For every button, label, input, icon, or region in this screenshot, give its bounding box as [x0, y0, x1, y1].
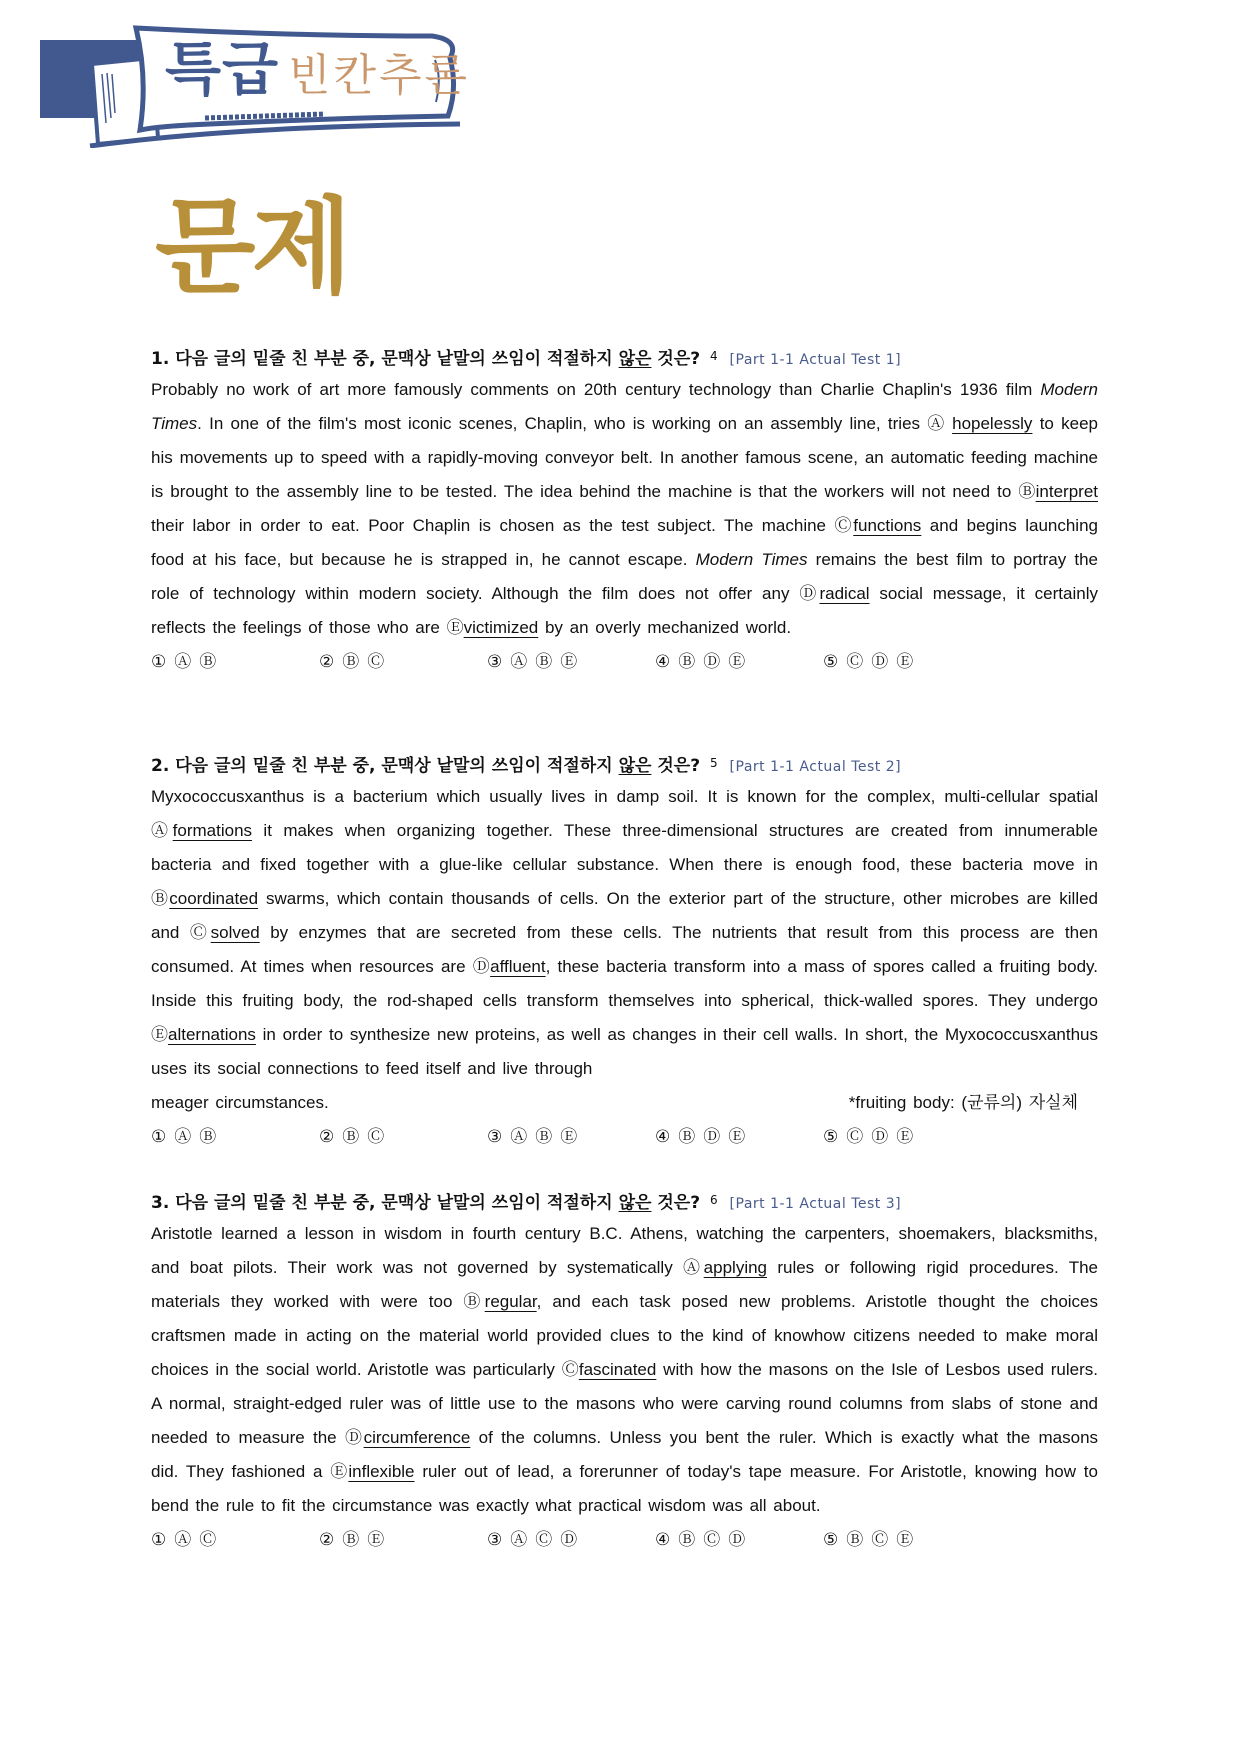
choice-4[interactable]: ④ Ⓑ Ⓓ Ⓔ — [655, 1127, 746, 1147]
source-reference: [Part 1-1 Actual Test 2] — [729, 759, 902, 775]
underlined-word-b: coordinated — [169, 889, 259, 908]
underlined-word-a: applying — [703, 1258, 767, 1277]
answer-choices — [151, 1120, 1098, 1154]
choice-1[interactable]: ① Ⓐ Ⓒ — [151, 1530, 217, 1550]
underlined-word-d: radical — [819, 584, 870, 603]
passage-text: Probably no work of art more famously comments on 20th century technology than Charlie Chaplin's 1936 film Modern Times. In one of the film's most iconic scenes, Chaplin, who is working on an assembly line, tries Ⓐ hopelessly to keep his movements up to speed with a rapidly-moving conveyor belt. In another famous scene, an automatic feeding machine is brought to the assembly line to be tested. The idea behind the machine is that the workers will not need to Ⓑinterpret their labor in order to eat. Poor Chaplin is chosen as the test subject. The machine Ⓒfunctions and begins launching food at his face, but because he is strapped in, he cannot escape. Modern Times remains the best film to portray the role of technology within modern society. Although the film does not offer any Ⓓradical social message, it certainly reflects the feelings of those who are Ⓔvictimized by an overly mechanized world. — [151, 380, 1099, 638]
banner-title-main: 특급 — [165, 35, 280, 103]
choice-2[interactable]: ② Ⓑ Ⓒ — [319, 1127, 385, 1147]
underlined-word-e: inflexible — [348, 1462, 415, 1481]
underlined-word-e: victimized — [463, 618, 539, 637]
choice-1[interactable]: ① Ⓐ Ⓑ — [151, 652, 217, 672]
underlined-word-b: regular — [484, 1292, 537, 1311]
marker-a-icon: Ⓐ — [927, 414, 945, 434]
question-prompt: 3. 다음 글의 밑줄 친 부분 중, 문맥상 낱말의 쓰임이 적절하지 않은 것은? $^6$ [Part 1-1 Actual Test 3] — [151, 1193, 902, 1213]
choice-4[interactable]: ④ Ⓑ Ⓒ Ⓓ — [655, 1530, 746, 1550]
question-number-superscript: 4 — [709, 349, 718, 363]
passage-text: Myxococcusxanthus is a bacterium which usually lives in damp soil. It is known for the complex, multi-cellular spatial Ⓐformations it makes when organizing together. These three-dimensional structures are created from innumerable bacteria and fixed together with a glue-like cellular substance. When there is enough food, these bacteria move in Ⓑcoordinated swarms, which contain thousands of cells. On the exterior part of the structure, other microbes are killed and Ⓒsolved by enzymes that are secreted from these cells. The nutrients that result from this process are then consumed. At times when resources are Ⓓaffluent, these bacteria transform into a mass of spores called a fruiting body. Inside this fruiting body, the rod-shaped cells transform themselves into spherical, thick-walled spores. They undergo Ⓔalternations in order to synthesize new proteins, as well as changes in their cell walls. In short, the Myxococcusxanthus uses its social connections to feed itself and live through — [151, 787, 1099, 1078]
marker-b-icon: Ⓑ — [1018, 482, 1036, 502]
choice-3[interactable]: ③ Ⓐ Ⓒ Ⓓ — [487, 1530, 578, 1550]
underlined-word-a: formations — [172, 821, 253, 840]
choice-3[interactable]: ③ Ⓐ Ⓑ Ⓔ — [487, 652, 578, 672]
choice-5[interactable]: ⑤ Ⓒ Ⓓ Ⓔ — [823, 1127, 914, 1147]
marker-c-icon: Ⓒ — [834, 516, 854, 536]
footnote: *fruiting body: (균류의) 자실체 — [848, 1093, 1078, 1112]
choice-5[interactable]: ⑤ Ⓑ Ⓒ Ⓔ — [823, 1530, 914, 1550]
question-3 — [151, 1183, 1098, 1557]
question-number-superscript: 6 — [709, 1193, 718, 1207]
answer-choices — [151, 1523, 1098, 1557]
question-number-superscript: 5 — [709, 756, 718, 770]
answer-choices — [151, 645, 1098, 679]
question-1 — [151, 339, 1098, 679]
underlined-word-d: circumference — [363, 1428, 471, 1447]
question-2 — [151, 746, 1098, 1154]
underlined-word-c: solved — [210, 923, 260, 942]
marker-b-icon: Ⓑ — [151, 889, 170, 909]
choice-2[interactable]: ② Ⓑ Ⓒ — [319, 652, 385, 672]
question-prompt: 2. 다음 글의 밑줄 친 부분 중, 문맥상 낱말의 쓰임이 적절하지 않은 것은? $^5$ [Part 1-1 Actual Test 2] — [151, 756, 902, 776]
marker-d-icon: Ⓓ — [344, 1428, 364, 1448]
marker-e-icon: Ⓔ — [446, 618, 464, 638]
marker-a-icon: Ⓐ — [683, 1258, 704, 1278]
marker-d-icon: Ⓓ — [799, 584, 820, 604]
question-prompt: 1. 다음 글의 밑줄 친 부분 중, 문맥상 낱말의 쓰임이 적절하지 않은 것은? $^4$ [Part 1-1 Actual Test 1] — [151, 349, 902, 369]
underlined-word-d: affluent — [490, 957, 546, 976]
passage-text: Aristotle learned a lesson in wisdom in fourth century B.C. Athens, watching the carpenters, shoemakers, blacksmiths, and boat pilots. Their work was not governed by systematically Ⓐapplying rules or following rigid procedures. The materials they worked with were too Ⓑregular, and each task posed new problems. Aristotle thought the choices craftsmen made in acting on the material world provided clues to the kind of knowhow citizens needed to make moral choices in the social world. Aristotle was particularly Ⓒfascinated with how the masons on the Isle of Lesbos used rulers. A normal, straight-edged ruler was of little use to the masons who were carving round columns from slabs of stone and needed to measure the Ⓓcircumference of the columns. Unless you bent the ruler. Which is exactly what the masons did. They fashioned a Ⓔinflexible ruler out of lead, a forerunner of today's tape measure. For Aristotle, knowing how to bend the rule to fit the circumstance was exactly what practical wisdom was all about. — [151, 1224, 1099, 1515]
header-banner — [40, 18, 500, 148]
underlined-word-a: hopelessly — [952, 414, 1033, 433]
marker-c-icon: Ⓒ — [189, 923, 211, 943]
marker-e-icon: Ⓔ — [330, 1462, 349, 1482]
marker-e-icon: Ⓔ — [151, 1025, 169, 1045]
choice-1[interactable]: ① Ⓐ Ⓑ — [151, 1127, 217, 1147]
section-title: 문제 — [155, 186, 348, 308]
marker-b-icon: Ⓑ — [463, 1292, 485, 1312]
choice-5[interactable]: ⑤ Ⓒ Ⓓ Ⓔ — [823, 652, 914, 672]
marker-a-icon: Ⓐ — [151, 821, 173, 841]
passage-last-line: meager circumstances. *fruiting body: (균류의) 자실체 — [151, 1086, 1098, 1120]
source-reference: [Part 1-1 Actual Test 1] — [729, 352, 902, 368]
underlined-word-c: functions — [853, 516, 922, 535]
source-reference: [Part 1-1 Actual Test 3] — [729, 1196, 902, 1212]
choice-3[interactable]: ③ Ⓐ Ⓑ Ⓔ — [487, 1127, 578, 1147]
underlined-word-b: interpret — [1035, 482, 1099, 501]
choice-4[interactable]: ④ Ⓑ Ⓓ Ⓔ — [655, 652, 746, 672]
underlined-word-e: alternations — [168, 1025, 256, 1044]
underlined-word-c: fascinated — [578, 1360, 657, 1379]
banner-title-sub: 빈칸추론 — [288, 50, 471, 101]
marker-c-icon: Ⓒ — [561, 1360, 579, 1380]
choice-2[interactable]: ② Ⓑ Ⓔ — [319, 1530, 385, 1550]
marker-d-icon: Ⓓ — [472, 957, 491, 977]
